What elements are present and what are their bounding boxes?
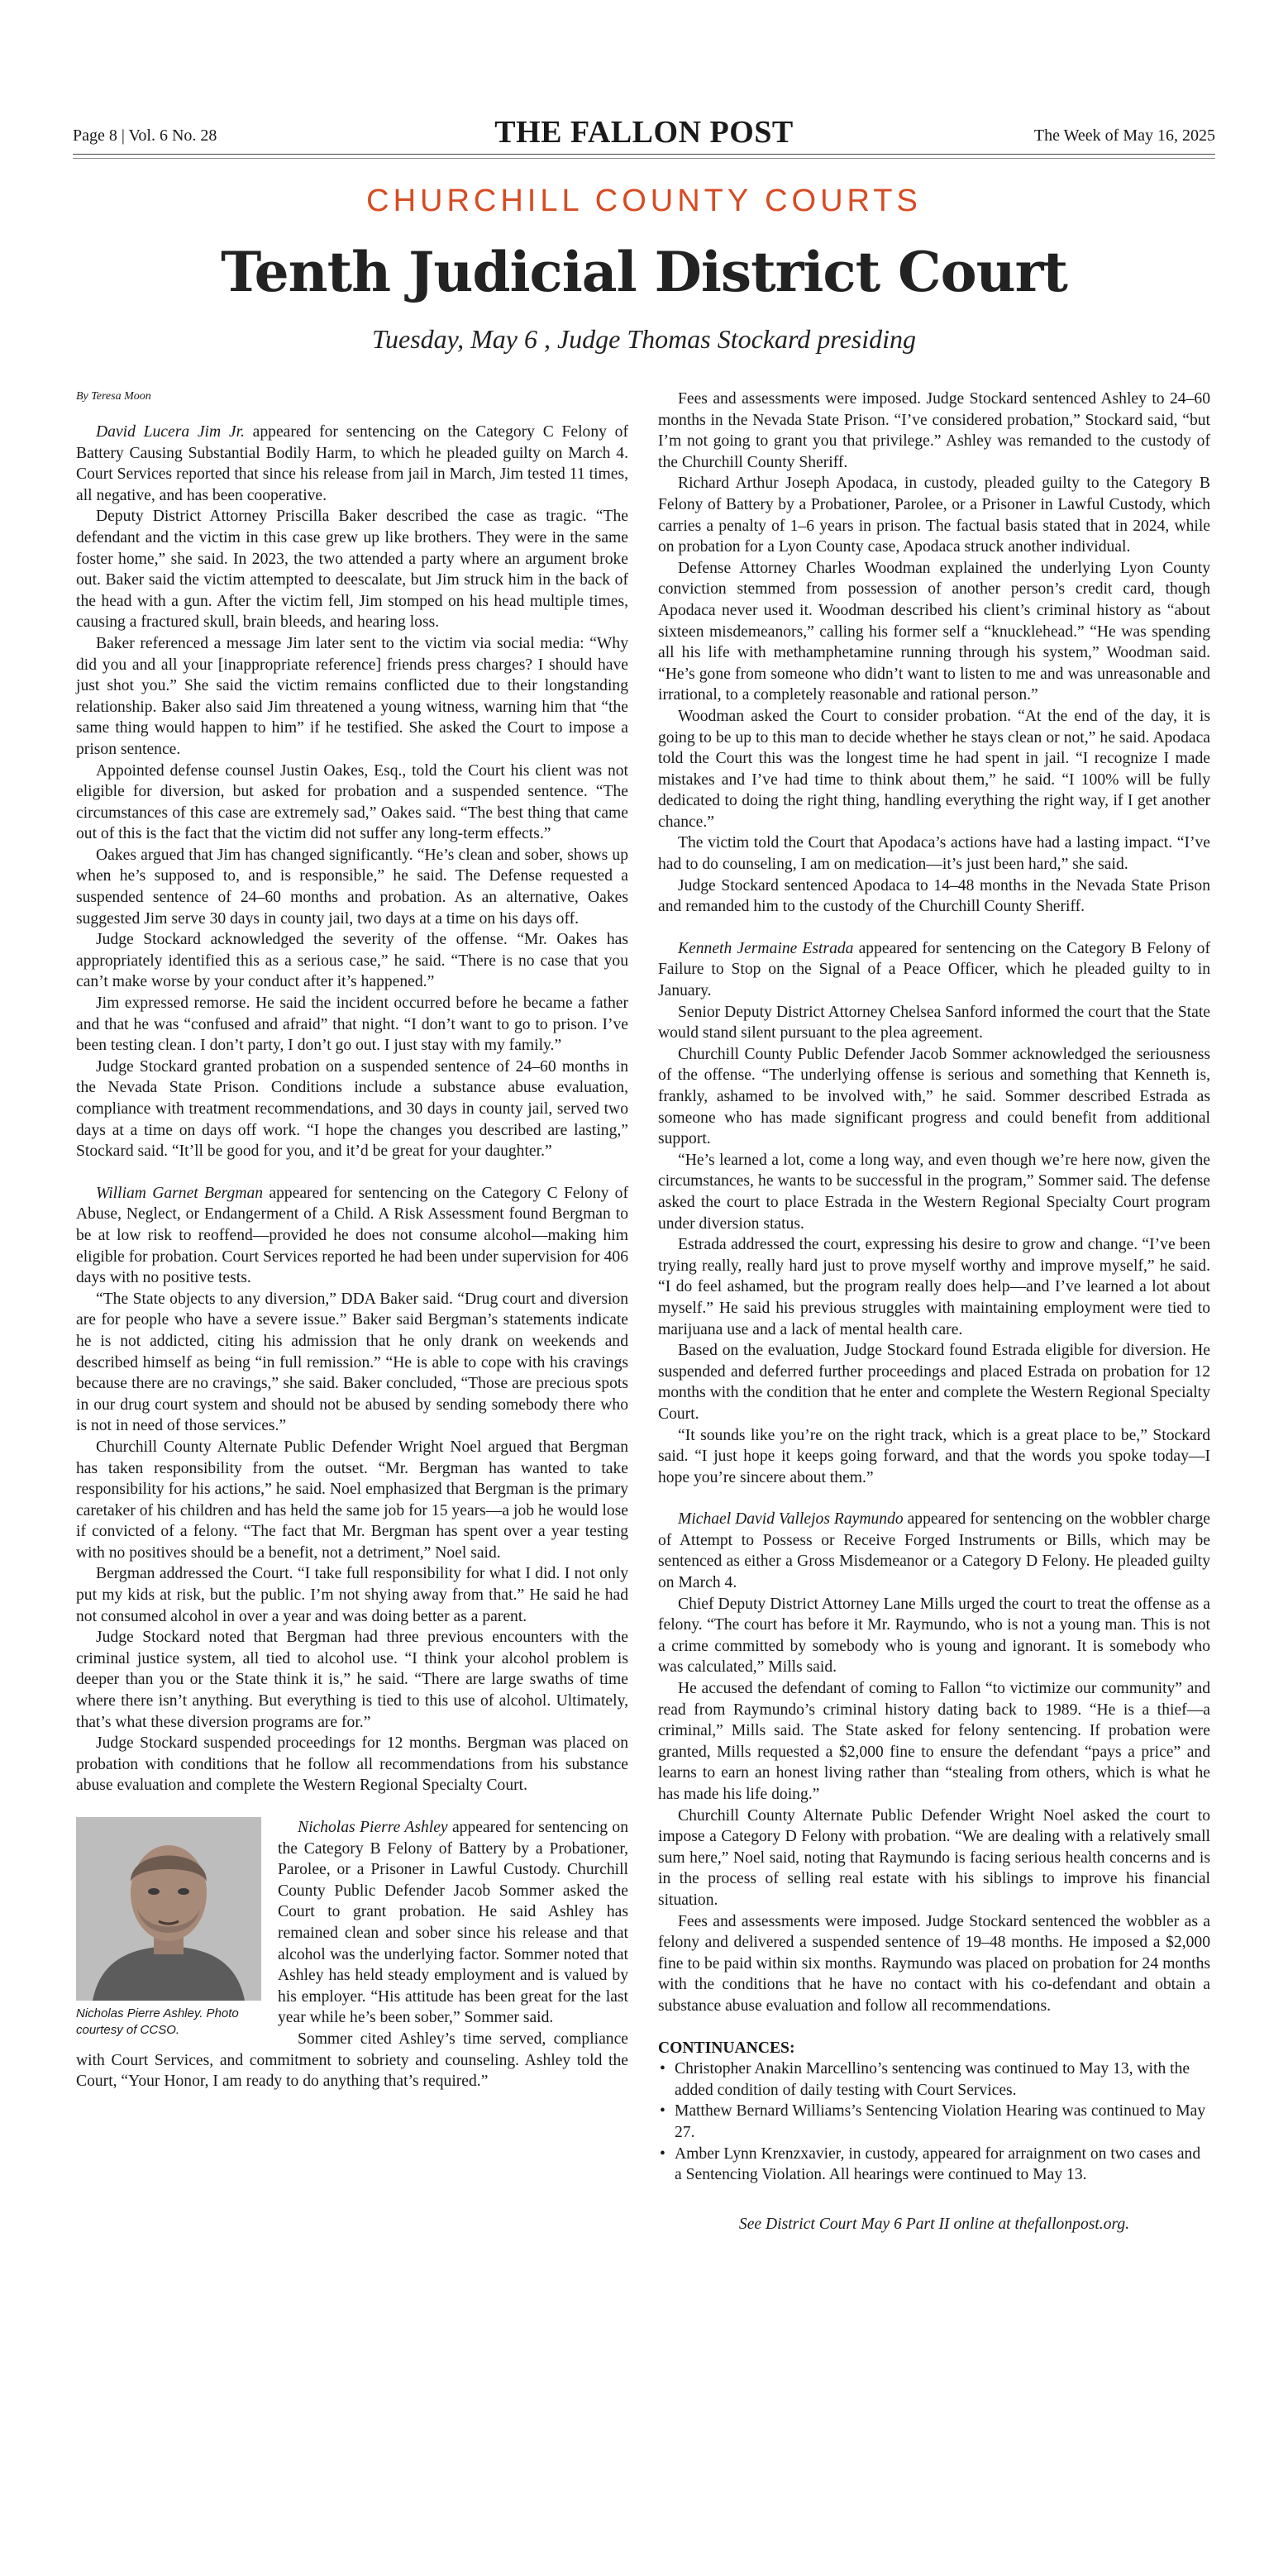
paper-name: THE FALLON POST: [494, 115, 794, 150]
list-item: • Christopher Anakin Marcellino’s sentencing was continued to May 13, with the added condition of daily testing with Court Services.: [658, 2058, 1210, 2101]
article-paragraph: Appointed defense counsel Justin Oakes, Esq., told the Court his client was not eligible for diversion, but asked for probation and a suspended sentence. “The circumstances of this case are extremely sad,” Oakes said. “The best thing that came out of this is the fact that the victim did not suffer any long-term effects.”: [76, 761, 628, 843]
article-paragraph: “The State objects to any diversion,” DDA Baker said. “Drug court and diversion are for people who have a severe issue.” Baker said Bergman’s statements indicate he is not addicted, citing his admission that he only drank on weekends and described himself as being “in full remission.” “He is able to cope with his cravings because there are no cravings,” she said. Baker concluded, “Those are precious spots in our drug court system and should not be abused by sending somebody there who is not in need of those services.”: [76, 1290, 628, 1435]
photo-figure: [76, 1817, 265, 2039]
defendant-name: William Garnet Bergman: [96, 1184, 264, 1202]
article-paragraph: Estrada addressed the court, expressing his desire to grow and change. “I’ve been trying really, really hard just to prove myself worthy and improve myself,” he said. “I do feel ashamed, but the program really does help—and I’ve learned a lot about myself.” He said his previous struggles with maintaining employment were tied to marijuana use and a lack of mental health care.: [658, 1236, 1210, 1338]
masthead-rule-thin: [73, 158, 1215, 159]
continuances-list: [658, 2058, 1210, 2186]
case-apodaca: [658, 473, 1210, 917]
article-paragraph: Judge Stockard granted probation on a suspended sentence of 24–60 months in the Nevada State Prison. Conditions include a substance abuse evaluation, compliance with treatment recommendations, and 30 days in county jail, served two days at a time on days off work. “I hope the changes you described are lasting,” Stockard said. “It’ll be good for you, and it’d be great for your daughter.”: [76, 1057, 628, 1161]
masthead: [73, 114, 1215, 150]
continuances-heading: CONTINUANCES:: [658, 2039, 795, 2057]
issue-date: The Week of May 16, 2025: [1033, 126, 1215, 145]
defendant-name: Michael David Vallejos Raymundo: [678, 1510, 904, 1529]
article-paragraph: Richard Arthur Joseph Apodaca, in custody, pleaded guilty to the Category B Felony of Battery by a Probationer, Parolee, or a Prisoner in Lawful Custody, which carries a penalty of 1–6 years in prison. The factual basis stated that in 2024, while on probation for a Lyon County case, Apodaca struck another individual.: [658, 475, 1210, 556]
article-paragraph: “It sounds like you’re on the right track, which is a great place to be,” Stockard said. “I just hope it keeps going forward, and that the words you spoke today—I hope you’re sincere about them.”: [658, 1426, 1210, 1486]
article-paragraph: Judge Stockard sentenced Apodaca to 14–48 months in the Nevada State Prison and remanded him to the custody of the Churchill County Sheriff.: [658, 876, 1210, 916]
case-ashley-continued: [658, 389, 1210, 473]
article-paragraph: The victim told the Court that Apodaca’s actions have had a lasting impact. “I’ve had to do counseling, I am on medication—it’s just been hard,” she said.: [658, 834, 1210, 874]
article-paragraph: Churchill County Alternate Public Defender Wright Noel argued that Bergman has taken responsibility from the outset. “Mr. Bergman has wanted to take responsibility for his actions,” he said. Noel emphasized that Bergman is the primary caretaker of his children and has held the same job for 15 years—a job he would lose if convicted of a felony. “The fact that Mr. Bergman has spent over a year testing with no positives should be a benefit, not a detriment,” Noel said.: [76, 1438, 628, 1562]
article-paragraph: Judge Stockard suspended proceedings for 12 months. Bergman was placed on probation with conditions that he follow all recommendations from his substance abuse evaluation and complete the Western Regional Specialty Court.: [76, 1734, 628, 1795]
dek: Tuesday, May 6 , Judge Thomas Stockard presiding: [371, 324, 916, 354]
section-kicker: CHURCHILL COUNTY COURTS: [366, 184, 922, 218]
article-paragraph: Bergman addressed the Court. “I take full responsibility for what I did. I not only put my kids at risk, but the public. I’m not shying away from that.” He said he had not consumed alcohol in over a year and was doing better as a parent.: [76, 1565, 628, 1625]
photo-caption: Nicholas Pierre Ashley. Photo courtesy of CCSO.: [76, 2006, 239, 2037]
article-paragraph: Jim expressed remorse. He said the incident occurred before he became a father and that he was “confused and afraid” that night. “I don’t want to go to prison. I’ve been testing clean. I don’t party, I don’t go out. I just stay with my family.”: [76, 995, 628, 1055]
continuances-section: [658, 2038, 1210, 2186]
person-photo-illustration: [76, 1817, 261, 2001]
article-paragraph: Chief Deputy District Attorney Lane Mills urged the court to treat the offense as a felony. “The court has before it Mr. Raymundo, who is not a young man. This is not a crime committed by somebody who is young and ignorant. It is somebody who was calculated,” Mills said.: [658, 1595, 1210, 1677]
defendant-name: David Lucera Jim Jr.: [96, 423, 245, 441]
article-paragraph: Judge Stockard noted that Bergman had three previous encounters with the criminal justice system, all tied to alcohol use. “I think your alcohol problem is deeper than you or the State think it is,” he said. “There are large swaths of time where there isn’t anything. But everything is tied to this use of alcohol. Ultimately, that’s what these diversion programs are for.”: [76, 1629, 628, 1731]
right-column: [658, 389, 1210, 2235]
article-paragraph: David Lucera Jim Jr. appeared for sentencing on the Category C Felony of Battery Causing Substantial Bodily Harm, to which he pleaded guilty on March 4. Court Services reported that since his release from jail in March, Jim tested 11 times, all negative, and has been cooperative.: [76, 423, 628, 504]
article-paragraph: Sommer cited Ashley’s time served, compliance with Court Services, and commitment to sobriety and counseling. Ashley told the Court, “Your Honor, I am ready to do anything that’s required.”: [76, 2030, 628, 2091]
case-estrada: [658, 938, 1210, 1488]
article-paragraph: Deputy District Attorney Priscilla Baker described the case as tragic. “The defendant and the victim in this case grew up like brothers. They were in the same foster home,” she said. In 2023, the two attended a party where an argument broke out. Baker said the victim attempted to deescalate, but Jim struck him in the back of the head with a gun. After the victim fell, Jim stomped on his head multiple times, causing a fractured skull, brain bleeds, and hearing loss.: [76, 508, 628, 632]
article-paragraph: Senior Deputy District Attorney Chelsea Sanford informed the court that the State would stand silent pursuant to the plea agreement.: [658, 1003, 1210, 1042]
defendant-name: Kenneth Jermaine Estrada: [678, 939, 854, 957]
left-column: [76, 389, 628, 2092]
article-paragraph: Michael David Vallejos Raymundo appeared for sentencing on the wobbler charge of Attempt to Possess or Receive Forged Instruments or Bills, which may be sentenced as either a Gross Misdemeanor or a Category D Felony. He pleaded guilty on March 4.: [658, 1510, 1210, 1592]
page-info: Page 8 | Vol. 6 No. 28: [73, 126, 217, 145]
masthead-rule: [73, 154, 1215, 155]
list-item: • Matthew Bernard Williams’s Sentencing Violation Hearing was continued to May 27.: [658, 2101, 1210, 2143]
headline: Tenth Judicial District Court: [221, 240, 1067, 304]
article-paragraph: Based on the evaluation, Judge Stockard found Estrada eligible for diversion. He suspended and deferred further proceedings and placed Estrada on probation for 12 months with the condition that he enter and complete the Western Regional Specialty Court.: [658, 1342, 1210, 1423]
defendant-name: Nicholas Pierre Ashley: [298, 1819, 448, 1836]
article-paragraph: Judge Stockard acknowledged the severity of the offense. “Mr. Oakes has appropriately identified this as a serious case,” he said. “There is no case that you can’t make worse by your conduct after it’s happened.”: [76, 931, 628, 991]
byline: By Teresa Moon: [76, 390, 151, 403]
article-paragraph: Churchill County Alternate Public Defender Wright Noel asked the court to impose a Category D Felony with probation. “We are dealing with a relatively small sum here,” Noel said, noting that Raymundo is facing serious health concerns and is in the process of selling real estate with his siblings to improve his financial situation.: [658, 1806, 1210, 1909]
continued-online-note: See District Court May 6 Part II online at thefallonpost.org.: [738, 2215, 1130, 2233]
list-item: • Amber Lynn Krenzxavier, in custody, appeared for arraignment on two cases and a Sentencing Violation. All hearings were continued to May 13.: [658, 2144, 1210, 2186]
article-paragraph: Nicholas Pierre Ashley appeared for sentencing on the Category B Felony of Battery by a Probationer, Parolee, or a Prisoner in Lawful Custody. Churchill County Public Defender Jacob Sommer asked the Court to grant probation. He said Ashley has remained clean and sober since his release and that alcohol was the underlying factor. Sommer noted that Ashley has held steady employment and is valued by his employer. “His attitude has been great for the last year while he’s been sober,” Sommer said.: [278, 1819, 628, 2027]
article-paragraph: Kenneth Jermaine Estrada appeared for sentencing on the Category B Felony of Failure to Stop on the Signal of a Peace Officer, which he pleaded guilty to in January.: [658, 939, 1210, 1000]
article-paragraph: Fees and assessments were imposed. Judge Stockard sentenced Ashley to 24–60 months in the Nevada State Prison. “I’ve considered probation,” Stockard said, “but I’m not going to grant you that privilege.” Ashley was remanded to the custody of the Churchill County Sheriff.: [658, 390, 1210, 471]
article-paragraph: Fees and assessments were imposed. Judge Stockard sentenced the wobbler as a felony and delivered a suspended sentence of 19–48 months. He imposed a $2,000 fine to be paid within six months. Raymundo was placed on probation for 24 months with the conditions that he have no contact with his co-defendant and obtain a substance abuse evaluation and follow all recommendations.: [658, 1912, 1210, 2015]
article-paragraph: “He’s learned a lot, come a long way, and even though we’re here now, given the circumstances, he wants to be successful in the program,” Sommer said. The defense asked the court to place Estrada in the Western Regional Specialty Court program under diversion status.: [658, 1151, 1210, 1233]
article-paragraph: Churchill County Public Defender Jacob Sommer acknowledged the seriousness of the offense. “The underlying offense is serious and something that Kenneth is, frankly, ashamed to be involved with,” he said. Sommer described Estrada as someone who has made significant progress and could benefit from additional support.: [658, 1045, 1210, 1148]
case-raymundo: [658, 1509, 1210, 2016]
article-paragraph: He accused the defendant of coming to Fallon “to victimize our community” and read from Raymundo’s criminal history dating back to 1989. “He is a thief—a criminal,” Mills said. The State asked for felony sentencing. If probation were granted, Mills requested a $2,000 fine to ensure the defendant “pays a price” and learns to earn an honest living rather than “stealing from others, which is what he has made his life doing.”: [658, 1680, 1210, 1803]
mugshot-photo: [76, 1817, 261, 2001]
article-paragraph: Oakes argued that Jim has changed significantly. “He’s clean and sober, shows up when he’s supposed to, and is responsible,” he said. The Defense requested a suspended sentence of 24–60 months and probation. As an alternative, Oakes suggested Jim serve 30 days in county jail, two days at a time on his days off.: [76, 846, 628, 928]
article-paragraph: William Garnet Bergman appeared for sentencing on the Category C Felony of Abuse, Neglect, or Endangerment of a Child. A Risk Assessment found Bergman to be at low risk to reoffend—provided he does not consume alcohol—making him eligible for probation. Court Services reported he had been under supervision for 406 days with no positive tests.: [76, 1184, 628, 1287]
case-bergman: [76, 1183, 628, 1796]
case-ashley: [76, 1817, 628, 2092]
article-paragraph: Defense Attorney Charles Woodman explained the underlying Lyon County conviction stemmed from possession of another person’s credit card, though Apodaca never used it. Woodman described his client’s criminal history as “about sixteen misdemeanors,” calling his former self a “knucklehead.” “He was spending all his life with methamphetamine running through his system,” Woodman said. “He’s gone from someone who didn’t want to listen to me and was unreasonable and irrational, to a completely reasonable and rational person.”: [658, 559, 1210, 704]
article-paragraph: Baker referenced a message Jim later sent to the victim via social media: “Why did you and all your [inappropriate reference] friends press charges? I should have just shot you.” She said the victim remains conflicted due to their longstanding relationship. Baker also said Jim threatened a young witness, warning him that “the same thing would happen to him” if he testified. She asked the Court to impose a prison sentence.: [76, 634, 628, 758]
article-paragraph: Woodman asked the Court to consider probation. “At the end of the day, it is going to be up to this man to decide whether he stays clean or not,” he said. Apodaca told the Court this was the longest time he had spent in jail. “I recognize I made mistakes and I’ve had time to think about them,” he said. “I 100% will be fully dedicated to doing the right thing, handling everything the right way, if I get another chance.”: [658, 707, 1210, 831]
case-jim: [76, 422, 628, 1162]
